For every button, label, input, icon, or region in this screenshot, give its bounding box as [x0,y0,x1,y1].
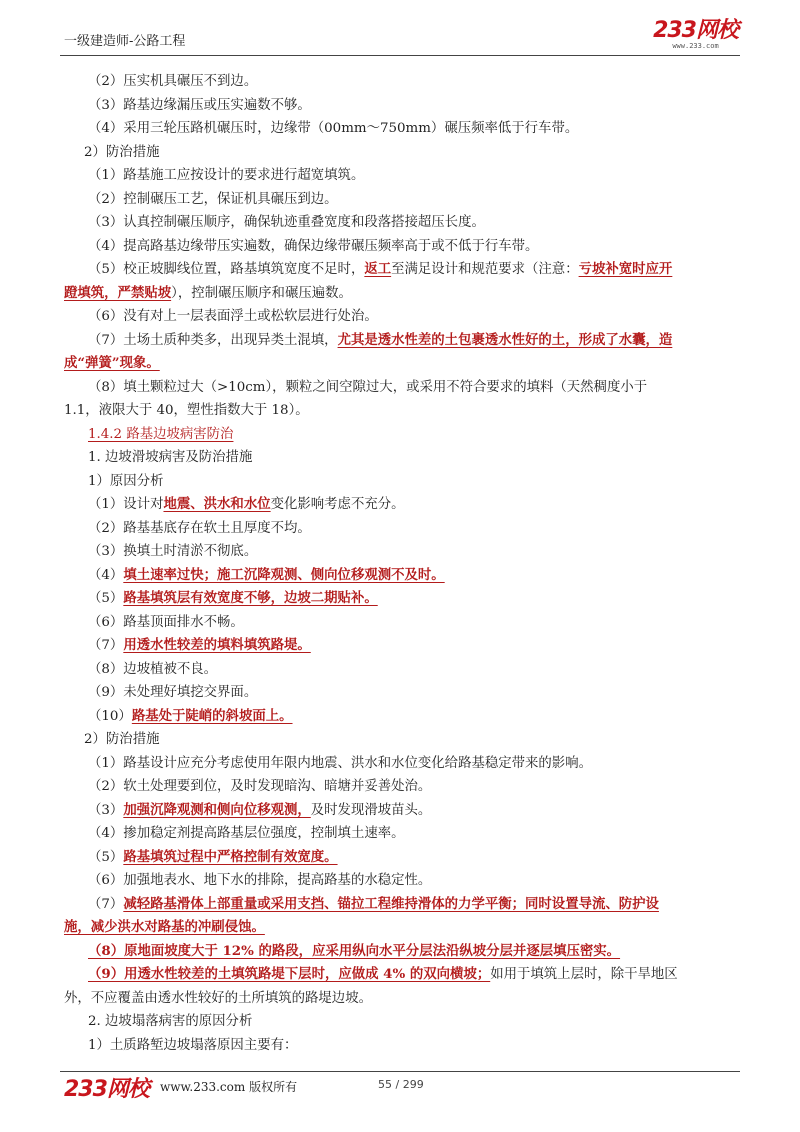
text-line [64,517,744,541]
header-divider [60,55,740,56]
brand-logo[interactable] [653,20,738,51]
text-segment: （2）压实机具碾压不到边。 [88,74,258,89]
text-segment: 至满足设计和规范要求（注意： [391,262,579,277]
text-line [64,235,744,259]
highlighted-text: 亏坡补宽时应开 [578,261,673,277]
text-segment: （7）土场土质种类多，出现异类土混填， [88,332,338,348]
text-line [64,846,744,870]
text-segment: （8）边坡植被不良。 [88,661,218,677]
highlighted-text: 路基处于陡峭的斜坡面上。 [131,707,293,724]
text-segment: ），控制碾压顺序和碾压遍数。 [171,285,352,301]
text-segment: 1.1，液限大于 40，塑性指数大于 18）。 [64,403,309,418]
highlighted-text: （9）用透水性较差的土填筑路堤下层时，应做成 4% 的双向横坡； [88,966,491,982]
text-segment: （3）认真控制碾压顺序，确保轨迹重叠宽度和段落搭接超压长度。 [88,215,485,230]
highlighted-text: 返工 [364,261,392,277]
text-line [64,940,744,964]
highlighted-text: 减轻路基滑体上部重量或采用支挡、锚拉工程维持滑体的力学平衡；同时设置导流、防护设 [123,895,659,912]
highlighted-text: 施，减少洪水对路基的冲刷侵蚀。 [64,919,265,935]
section-heading: 1.4.2 路基边坡病害防治 [88,426,234,442]
text-segment: （2）软土处理要到位，及时发现暗沟、暗塘并妥善处治。 [88,779,432,794]
text-line [64,258,744,282]
text-line [64,70,744,94]
text-line [64,493,744,517]
text-segment: 2）防治措施 [84,732,160,747]
text-line [64,752,744,776]
text-line [64,893,744,917]
text-segment: （7） [88,896,124,912]
text-segment: （8）填土颗粒过大（>10cm），颗粒之间空隙过大，或采用不符合要求的填料（天然稠度小于 [88,379,648,395]
text-segment: （6）路基顶面排水不畅。 [88,614,244,630]
text-line [64,376,744,400]
footer-divider [60,1071,740,1072]
text-segment: 1）原因分析 [88,473,164,489]
text-line [64,987,744,1011]
highlighted-text: （8）原地面坡度大于 12% 的路段，应采用纵向水平分层法沿纵坡分层并逐层填压密实。 [88,942,621,959]
brand-logo-url: www.233.com [672,42,719,50]
highlighted-text: 蹬填筑，严禁贴坡 [64,284,172,301]
text-segment: （6）没有对上一层表面浮土或松软层进行处治。 [88,309,378,324]
text-segment: 2. 边坡塌落病害的原因分析 [88,1014,253,1029]
text-segment: （9）未处理好填挖交界面。 [88,685,258,700]
text-line [64,540,744,564]
text-segment: 变化影响考虑不充分。 [270,497,405,512]
text-line [64,352,744,376]
text-segment: （3）路基边缘漏压或压实遍数不够。 [88,97,311,113]
text-line [64,705,744,729]
text-line [64,728,744,752]
text-segment: （1）路基施工应按设计的要求进行超宽填筑。 [88,168,365,183]
text-segment: （10） [88,708,132,724]
brand-logo-text: 233网校 [653,18,738,43]
text-segment: （3）换填土时清淤不彻底。 [88,544,258,559]
text-line [64,775,744,799]
text-segment: （5） [88,591,124,606]
text-line [64,658,744,682]
text-segment: （6）加强地表水、地下水的排除，提高路基的水稳定性。 [88,873,432,888]
text-line [64,117,744,141]
highlighted-text: 路基填筑过程中严格控制有效宽度。 [123,848,338,865]
text-segment: （3） [88,802,124,818]
highlighted-text: 加强沉降观测和侧向位移观测， [123,801,311,818]
highlighted-text: 用透水性较差的填料填筑路堤。 [123,637,311,653]
text-segment: （5） [88,849,124,865]
text-line [64,94,744,118]
text-segment: 2）防治措施 [84,144,160,160]
text-line [64,963,744,987]
text-line [64,587,744,611]
text-segment: 及时发现滑坡苗头。 [310,802,432,818]
page-body [64,70,744,1057]
text-line [64,681,744,705]
text-line [64,141,744,165]
page-header [0,0,800,58]
text-segment: （4）采用三轮压路机碾压时，边缘带（00mm～750mm）碾压频率低于行车带。 [88,121,579,136]
text-segment: 1）土质路堑边坡塌落原因主要有： [88,1037,298,1053]
highlighted-text: 填土速率过快；施工沉降观测、侧向位移观测不及时。 [123,566,445,583]
text-line [64,916,744,940]
text-line [64,869,744,893]
text-line [64,1034,744,1058]
text-segment: （1）路基设计应充分考虑使用年限内地震、洪水和水位变化给路基稳定带来的影响。 [88,755,592,771]
text-segment: （2）路基基底存在软土且厚度不均。 [88,520,311,536]
text-segment: （4） [88,567,124,583]
text-segment: （5）校正坡脚线位置，路基填筑宽度不足时， [88,262,365,277]
footer-logo[interactable]: 233网校 [64,1077,149,1102]
text-line [64,399,744,423]
footer-copyright: www.233.com 版权所有 [160,1080,298,1094]
text-line [64,470,744,494]
text-line [64,211,744,235]
text-line [64,188,744,212]
highlighted-text: 尤其是透水性差的土包裹透水性好的土，形成了水囊，造 [337,331,673,348]
text-line [64,822,744,846]
text-line [64,799,744,823]
highlighted-text: 地震、洪水和水位 [163,496,271,512]
text-line [64,446,744,470]
text-segment: （7） [88,638,124,653]
highlighted-text: 成“弹簧”现象。 [64,355,160,371]
text-line [64,305,744,329]
text-line [64,164,744,188]
text-segment: 如用于填筑上层时，除干旱地区 [490,967,678,982]
page-number: 55 / 299 [378,1078,424,1091]
text-segment: （2）控制碾压工艺，保证机具碾压到边。 [88,191,338,207]
text-line [64,329,744,353]
text-segment: （4）掺加稳定剂提高路基层位强度，控制填土速率。 [88,826,405,841]
text-line [64,1010,744,1034]
document-title: 一级建造师-公路工程 [64,34,186,49]
text-segment: （1）设计对 [88,497,164,512]
text-line [64,564,744,588]
text-segment: 外，不应覆盖由透水性较好的土所填筑的路堤边坡。 [64,990,372,1006]
text-segment: 1. 边坡滑坡病害及防治措施 [88,450,253,465]
text-line [64,634,744,658]
text-line [64,282,744,306]
text-line [64,611,744,635]
text-segment: （4）提高路基边缘带压实遍数，确保边缘带碾压频率高于或不低于行车带。 [88,238,539,254]
highlighted-text: 路基填筑层有效宽度不够，边坡二期贴补。 [123,590,378,606]
text-line [64,423,744,447]
